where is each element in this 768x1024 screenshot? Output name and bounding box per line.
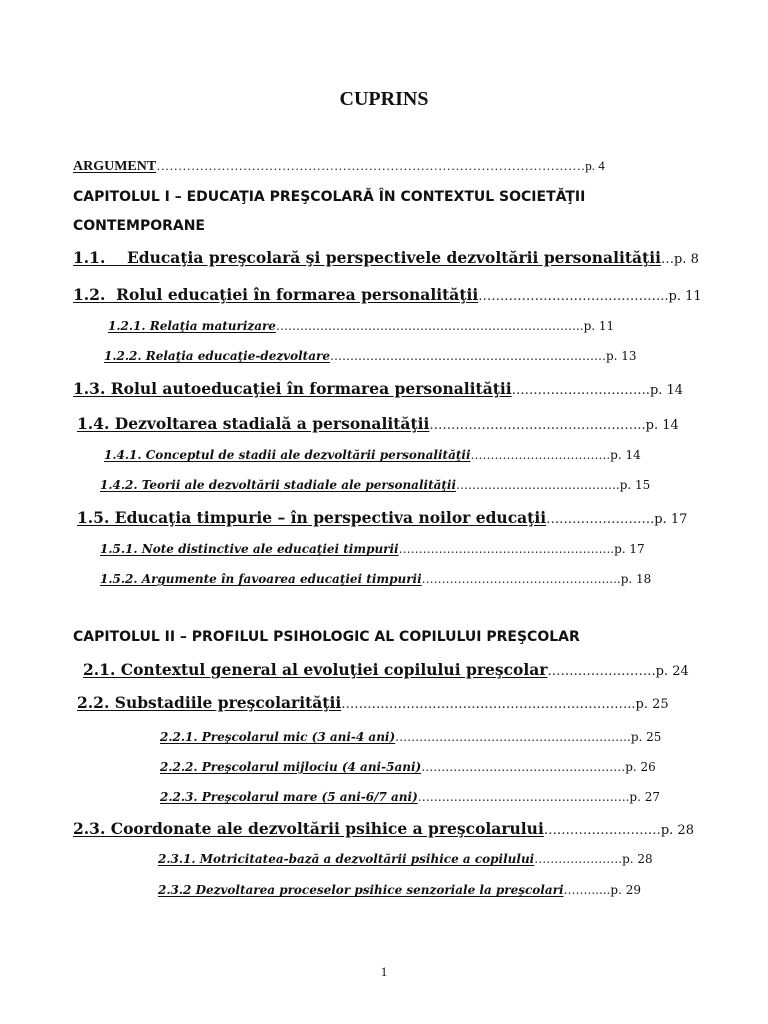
- chapter-1-heading-cont: CONTEMPORANE: [73, 218, 205, 234]
- toc-entry-label: 2.2. Substadiile preşcolarităţii: [77, 693, 342, 712]
- toc-entry[interactable]: [73, 378, 684, 400]
- toc-entry-label: 2.3.2 Dezvoltarea proceselor psihice senzoriale la preşcolari: [158, 883, 564, 897]
- toc-dots: ………………………………………………………………………………………: [156, 158, 586, 173]
- toc-dots: …………………….: [546, 512, 655, 527]
- toc-subentry[interactable]: [100, 474, 665, 496]
- toc-dots: …………………………………..: [456, 478, 620, 492]
- toc-dots: ……………………………………………...: [398, 542, 615, 556]
- toc-entry-label: 2.2.2. Preşcolarul mijlociu (4 ani-5ani): [160, 760, 422, 774]
- toc-page-number: p. 11: [583, 319, 615, 333]
- toc-subentry[interactable]: [158, 848, 675, 870]
- toc-entry-label: 1.1. Educaţia preşcolară şi perspectivele dezvoltării personalităţii: [73, 248, 661, 267]
- toc-dots: …………………………………………………………..: [341, 697, 636, 712]
- toc-dots: ……………………………………………..: [417, 790, 630, 804]
- toc-dots: ……………………………………………: [421, 760, 626, 774]
- toc-entry-label: 1.4.1. Conceptul de stadii ale dezvoltării personalităţii: [104, 448, 471, 462]
- toc-entry-argument[interactable]: [73, 155, 665, 177]
- toc-page-number: p. 14: [649, 383, 684, 398]
- toc-entry-label: 1.5. Educaţia timpurie – în perspectiva noilor educaţii: [77, 508, 547, 527]
- page-title: CUPRINS: [339, 88, 429, 110]
- toc-dots: …: [660, 252, 674, 267]
- toc-entry-label: 1.5.1. Note distinctive ale educaţiei timpurii: [100, 542, 399, 556]
- toc-entry-label: 2.2.1. Preşcolarul mic (3 ani-4 ani): [160, 730, 396, 744]
- toc-page-number: p. 11: [668, 289, 702, 304]
- toc-entry[interactable]: [73, 284, 702, 306]
- toc-entry-label: 2.1. Contextul general al evoluţiei copilului preşcolar: [83, 660, 548, 679]
- toc-page-number: p. 4: [585, 158, 605, 173]
- toc-subentry[interactable]: [160, 756, 675, 778]
- toc-entry-label: 1.5.2. Argumente în favoarea educaţiei timpurii: [100, 572, 422, 586]
- toc-dots: …………………………………………..: [429, 418, 646, 433]
- toc-page-number: p. 29: [610, 883, 642, 897]
- toc-entry-label: ARGUMENT: [73, 159, 157, 174]
- toc-dots: ……………………………………………………………: [329, 349, 606, 363]
- toc-subentry[interactable]: [160, 786, 673, 808]
- toc-entry-label: 1.2.1. Relaţia maturizare: [108, 319, 276, 333]
- toc-page-number: p. 14: [645, 418, 679, 433]
- toc-page-number: p. 28: [622, 852, 653, 866]
- toc-dots: …………………………………………………………………..: [275, 319, 584, 333]
- toc-dots: ………………………: [543, 823, 661, 838]
- toc-dots: ……………………………………..: [478, 289, 669, 304]
- toc-page-number: p. 26: [625, 760, 656, 774]
- toc-page-number: p. 15: [619, 478, 651, 492]
- toc-page-number: p. 27: [629, 790, 661, 804]
- toc-page-number: p. 17: [614, 542, 645, 556]
- toc-dots: …………………….: [547, 664, 656, 679]
- toc-entry-label: 1.4. Dezvoltarea stadială a personalităţii: [77, 414, 430, 433]
- toc-subentry[interactable]: [100, 568, 667, 590]
- toc-page-number: p. 18: [620, 572, 652, 586]
- toc-entry-label: 2.2.3. Preşcolarul mare (5 ani-6/7 ani): [160, 790, 418, 804]
- toc-page-number: p. 13: [605, 349, 637, 363]
- toc-subentry[interactable]: [104, 444, 667, 466]
- toc-entry[interactable]: [77, 692, 675, 714]
- toc-subentry[interactable]: [100, 538, 667, 560]
- chapter-1-heading: CAPITOLUL I – EDUCAŢIA PREŞCOLARĂ ÎN CONTEXTUL SOCIETĂŢII: [73, 189, 586, 205]
- toc-dots: …………………………………………………..: [395, 730, 631, 744]
- toc-entry[interactable]: [73, 247, 699, 269]
- toc-dots: ……......: [563, 883, 611, 897]
- toc-entry-label: 2.3.1. Motricitatea-bază a dezvoltării psihice a copilului: [158, 852, 535, 866]
- toc-entry[interactable]: [77, 507, 688, 529]
- toc-entry-label: 2.3. Coordonate ale dezvoltării psihice a preşcolarului: [73, 819, 544, 838]
- toc-subentry[interactable]: [108, 315, 667, 337]
- toc-page-number: p. 24: [655, 664, 689, 679]
- toc-entry-label: 1.2. Rolul educaţiei în formarea personalităţii: [73, 285, 479, 304]
- toc-page-number: p. 28: [660, 823, 694, 838]
- toc-dots: …………………………..: [511, 383, 650, 398]
- chapter-2-heading: CAPITOLUL II – PROFILUL PSIHOLOGIC AL COPILULUI PREŞCOLAR: [73, 629, 580, 645]
- toc-entry-label: 1.4.2. Teorii ale dezvoltării stadiale ale personalităţii: [100, 478, 457, 492]
- toc-page-number: p. 25: [630, 730, 662, 744]
- toc-subentry[interactable]: [160, 726, 675, 748]
- toc-page-number: p. 25: [635, 697, 669, 712]
- toc-page-number: p. 14: [610, 448, 641, 462]
- page-number: 1: [380, 964, 388, 979]
- toc-entry[interactable]: [77, 413, 679, 435]
- toc-page-number: p. 8: [673, 252, 699, 267]
- toc-entry[interactable]: [83, 659, 689, 681]
- toc-dots: ………………….: [534, 852, 623, 866]
- toc-entry[interactable]: [73, 818, 694, 840]
- toc-page-number: p. 17: [654, 512, 688, 527]
- toc-subentry[interactable]: [104, 345, 663, 367]
- toc-entry-label: 1.3. Rolul autoeducaţiei în formarea personalităţii: [73, 379, 512, 398]
- toc-subentry[interactable]: [158, 879, 675, 901]
- toc-entry-label: 1.2.2. Relaţia educaţie-dezvoltare: [104, 349, 330, 363]
- toc-dots: ……………………………..: [470, 448, 611, 462]
- toc-dots: ……………………………………….....: [421, 572, 621, 586]
